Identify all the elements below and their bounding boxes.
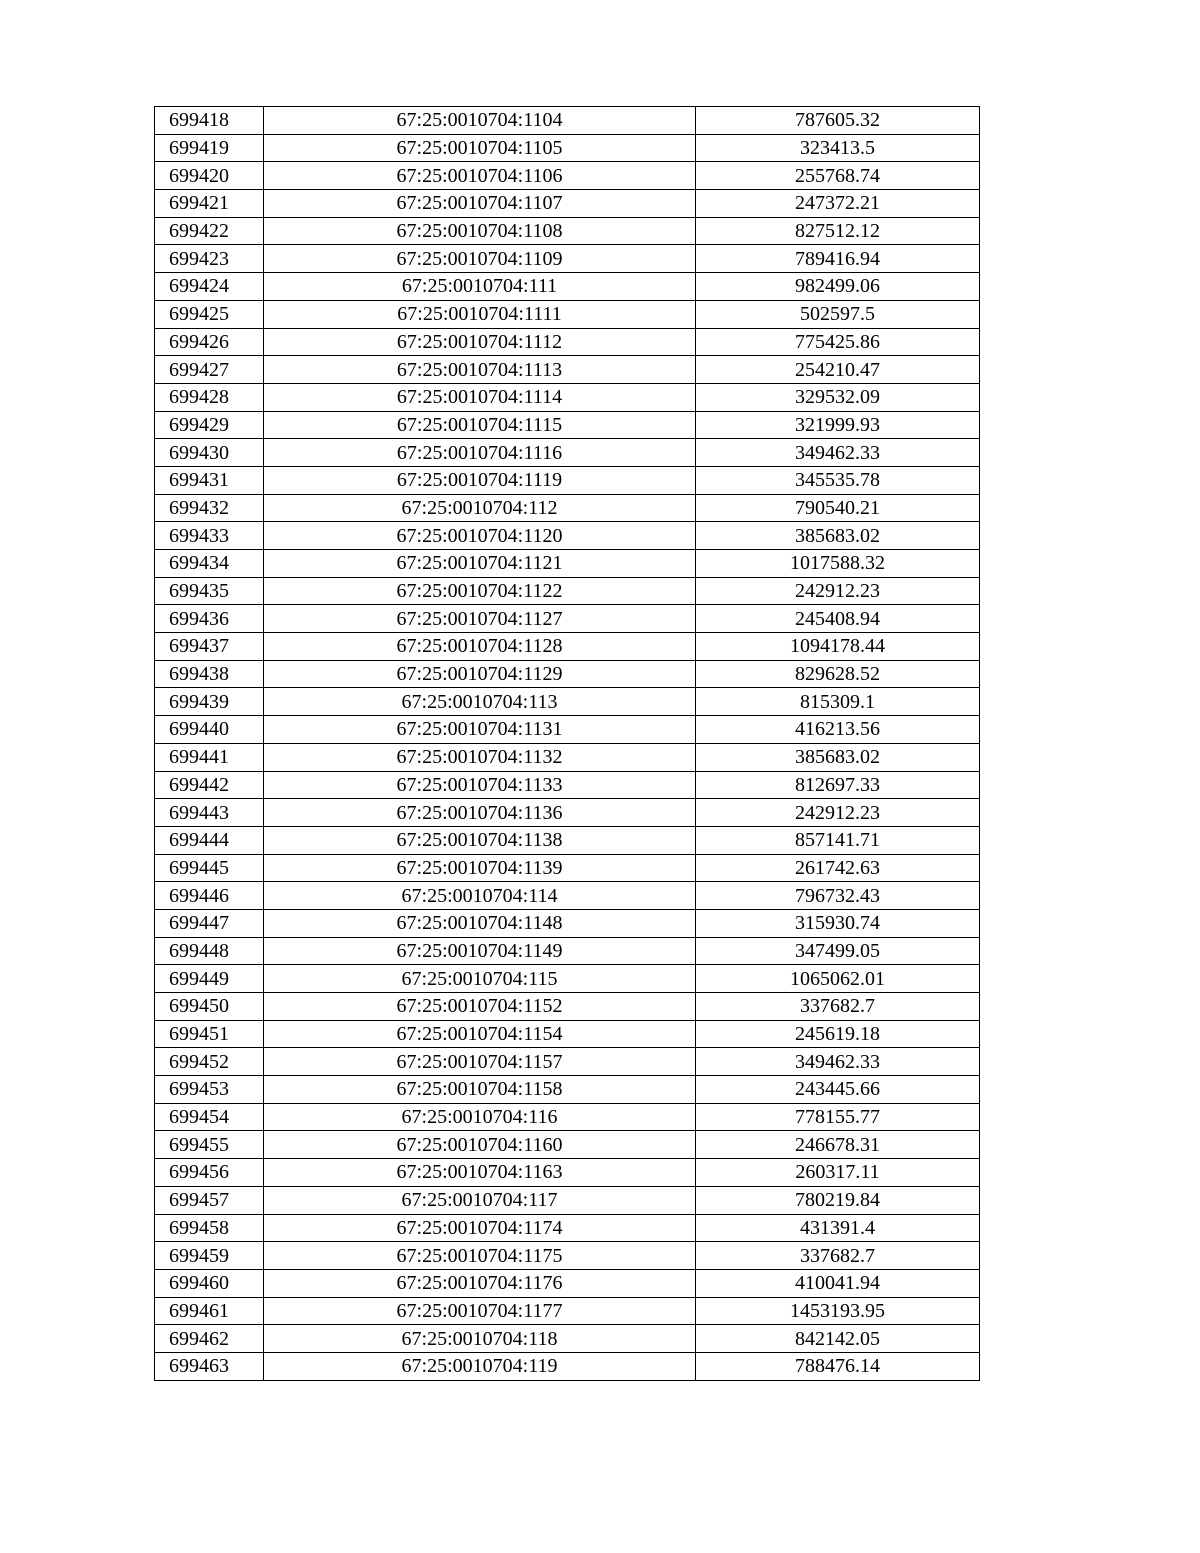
cadastral-number-cell: 67:25:0010704:1128 xyxy=(264,633,696,661)
row-number-cell: 699424 xyxy=(155,273,264,301)
row-number-cell: 699462 xyxy=(155,1325,264,1353)
cadastral-number-cell: 67:25:0010704:118 xyxy=(264,1325,696,1353)
table-row xyxy=(155,1297,980,1325)
row-number-cell: 699451 xyxy=(155,1020,264,1048)
cadastral-number-cell: 67:25:0010704:113 xyxy=(264,688,696,716)
cadastral-number-cell: 67:25:0010704:1175 xyxy=(264,1242,696,1270)
row-number-cell: 699452 xyxy=(155,1048,264,1076)
row-number-cell: 699458 xyxy=(155,1214,264,1242)
cadastral-number-cell: 67:25:0010704:1148 xyxy=(264,909,696,937)
row-number-cell: 699453 xyxy=(155,1076,264,1104)
cadastral-value-cell: 829628.52 xyxy=(696,660,980,688)
row-number-cell: 699461 xyxy=(155,1297,264,1325)
table-row xyxy=(155,245,980,273)
cadastral-value-cell: 321999.93 xyxy=(696,411,980,439)
cadastral-number-cell: 67:25:0010704:1133 xyxy=(264,771,696,799)
cadastral-number-cell: 67:25:0010704:1104 xyxy=(264,107,696,135)
row-number-cell: 699430 xyxy=(155,439,264,467)
table-row xyxy=(155,522,980,550)
row-number-cell: 699459 xyxy=(155,1242,264,1270)
table-row xyxy=(155,743,980,771)
table-row xyxy=(155,550,980,578)
table-body xyxy=(155,107,980,1381)
table-row xyxy=(155,466,980,494)
cadastral-value-cell: 788476.14 xyxy=(696,1352,980,1380)
cadastral-number-cell: 67:25:0010704:1119 xyxy=(264,466,696,494)
row-number-cell: 699448 xyxy=(155,937,264,965)
table-row xyxy=(155,577,980,605)
cadastral-value-cell: 245619.18 xyxy=(696,1020,980,1048)
cadastral-number-cell: 67:25:0010704:1120 xyxy=(264,522,696,550)
row-number-cell: 699434 xyxy=(155,550,264,578)
table-row xyxy=(155,356,980,384)
row-number-cell: 699429 xyxy=(155,411,264,439)
cadastral-number-cell: 67:25:0010704:114 xyxy=(264,882,696,910)
table-row xyxy=(155,1186,980,1214)
cadastral-number-cell: 67:25:0010704:1121 xyxy=(264,550,696,578)
row-number-cell: 699428 xyxy=(155,383,264,411)
table-row xyxy=(155,300,980,328)
table-row xyxy=(155,660,980,688)
table-row xyxy=(155,1352,980,1380)
table-row xyxy=(155,799,980,827)
cadastral-number-cell: 67:25:0010704:1129 xyxy=(264,660,696,688)
row-number-cell: 699447 xyxy=(155,909,264,937)
cadastral-number-cell: 67:25:0010704:111 xyxy=(264,273,696,301)
row-number-cell: 699423 xyxy=(155,245,264,273)
row-number-cell: 699421 xyxy=(155,190,264,218)
cadastral-value-cell: 789416.94 xyxy=(696,245,980,273)
table-row xyxy=(155,633,980,661)
cadastral-value-cell: 502597.5 xyxy=(696,300,980,328)
row-number-cell: 699431 xyxy=(155,466,264,494)
table-row xyxy=(155,134,980,162)
cadastral-number-cell: 67:25:0010704:1174 xyxy=(264,1214,696,1242)
table-row xyxy=(155,217,980,245)
cadastral-value-cell: 431391.4 xyxy=(696,1214,980,1242)
row-number-cell: 699420 xyxy=(155,162,264,190)
cadastral-value-cell: 775425.86 xyxy=(696,328,980,356)
table-row xyxy=(155,107,980,135)
cadastral-number-cell: 67:25:0010704:1154 xyxy=(264,1020,696,1048)
row-number-cell: 699426 xyxy=(155,328,264,356)
row-number-cell: 699436 xyxy=(155,605,264,633)
cadastral-number-cell: 67:25:0010704:1116 xyxy=(264,439,696,467)
cadastral-value-cell: 243445.66 xyxy=(696,1076,980,1104)
row-number-cell: 699439 xyxy=(155,688,264,716)
cadastral-value-cell: 796732.43 xyxy=(696,882,980,910)
table-row xyxy=(155,993,980,1021)
cadastral-number-cell: 67:25:0010704:1127 xyxy=(264,605,696,633)
cadastral-value-cell: 1017588.32 xyxy=(696,550,980,578)
row-number-cell: 699422 xyxy=(155,217,264,245)
cadastral-number-cell: 67:25:0010704:1152 xyxy=(264,993,696,1021)
table-row xyxy=(155,273,980,301)
row-number-cell: 699442 xyxy=(155,771,264,799)
table-row xyxy=(155,1103,980,1131)
cadastral-number-cell: 67:25:0010704:1111 xyxy=(264,300,696,328)
cadastral-number-cell: 67:25:0010704:1109 xyxy=(264,245,696,273)
cadastral-number-cell: 67:25:0010704:119 xyxy=(264,1352,696,1380)
table-row xyxy=(155,411,980,439)
table-row xyxy=(155,1076,980,1104)
cadastral-number-cell: 67:25:0010704:117 xyxy=(264,1186,696,1214)
row-number-cell: 699445 xyxy=(155,854,264,882)
cadastral-number-cell: 67:25:0010704:1105 xyxy=(264,134,696,162)
cadastral-number-cell: 67:25:0010704:1176 xyxy=(264,1269,696,1297)
cadastral-value-cell: 255768.74 xyxy=(696,162,980,190)
table-row xyxy=(155,1325,980,1353)
table-row xyxy=(155,909,980,937)
table-row xyxy=(155,1020,980,1048)
table-row xyxy=(155,1269,980,1297)
row-number-cell: 699449 xyxy=(155,965,264,993)
cadastral-value-cell: 812697.33 xyxy=(696,771,980,799)
table-row xyxy=(155,383,980,411)
cadastral-value-cell: 787605.32 xyxy=(696,107,980,135)
row-number-cell: 699441 xyxy=(155,743,264,771)
table-row xyxy=(155,771,980,799)
cadastral-number-cell: 67:25:0010704:1112 xyxy=(264,328,696,356)
cadastral-number-cell: 67:25:0010704:1132 xyxy=(264,743,696,771)
table-row xyxy=(155,882,980,910)
cadastral-value-cell: 1094178.44 xyxy=(696,633,980,661)
row-number-cell: 699443 xyxy=(155,799,264,827)
cadastral-number-cell: 67:25:0010704:1160 xyxy=(264,1131,696,1159)
table-row xyxy=(155,605,980,633)
cadastral-value-cell: 323413.5 xyxy=(696,134,980,162)
cadastral-value-cell: 349462.33 xyxy=(696,1048,980,1076)
table-row xyxy=(155,826,980,854)
cadastral-value-cell: 349462.33 xyxy=(696,439,980,467)
cadastral-number-cell: 67:25:0010704:1122 xyxy=(264,577,696,605)
cadastral-value-cell: 261742.63 xyxy=(696,854,980,882)
cadastral-value-cell: 815309.1 xyxy=(696,688,980,716)
cadastral-number-cell: 67:25:0010704:1158 xyxy=(264,1076,696,1104)
table-row xyxy=(155,494,980,522)
cadastral-number-cell: 67:25:0010704:1138 xyxy=(264,826,696,854)
row-number-cell: 699460 xyxy=(155,1269,264,1297)
row-number-cell: 699438 xyxy=(155,660,264,688)
row-number-cell: 699455 xyxy=(155,1131,264,1159)
cadastral-value-cell: 337682.7 xyxy=(696,1242,980,1270)
cadastral-number-cell: 67:25:0010704:1108 xyxy=(264,217,696,245)
table-row xyxy=(155,688,980,716)
cadastral-value-cell: 337682.7 xyxy=(696,993,980,1021)
cadastral-value-cell: 410041.94 xyxy=(696,1269,980,1297)
cadastral-number-cell: 67:25:0010704:1149 xyxy=(264,937,696,965)
cadastral-value-cell: 247372.21 xyxy=(696,190,980,218)
cadastral-number-cell: 67:25:0010704:115 xyxy=(264,965,696,993)
table-row xyxy=(155,1242,980,1270)
cadastral-value-cell: 1453193.95 xyxy=(696,1297,980,1325)
row-number-cell: 699440 xyxy=(155,716,264,744)
cadastral-value-cell: 329532.09 xyxy=(696,383,980,411)
cadastral-number-cell: 67:25:0010704:1115 xyxy=(264,411,696,439)
cadastral-number-cell: 67:25:0010704:1136 xyxy=(264,799,696,827)
cadastral-value-cell: 842142.05 xyxy=(696,1325,980,1353)
cadastral-value-cell: 790540.21 xyxy=(696,494,980,522)
cadastral-value-cell: 260317.11 xyxy=(696,1159,980,1187)
row-number-cell: 699432 xyxy=(155,494,264,522)
row-number-cell: 699427 xyxy=(155,356,264,384)
cadastral-value-cell: 385683.02 xyxy=(696,743,980,771)
table-row xyxy=(155,162,980,190)
cadastral-value-cell: 242912.23 xyxy=(696,577,980,605)
cadastral-number-cell: 67:25:0010704:116 xyxy=(264,1103,696,1131)
row-number-cell: 699437 xyxy=(155,633,264,661)
cadastral-value-cell: 827512.12 xyxy=(696,217,980,245)
row-number-cell: 699457 xyxy=(155,1186,264,1214)
row-number-cell: 699419 xyxy=(155,134,264,162)
cadastral-value-cell: 245408.94 xyxy=(696,605,980,633)
row-number-cell: 699456 xyxy=(155,1159,264,1187)
cadastral-number-cell: 67:25:0010704:1139 xyxy=(264,854,696,882)
cadastral-number-cell: 67:25:0010704:1177 xyxy=(264,1297,696,1325)
table-row xyxy=(155,716,980,744)
cadastral-value-cell: 416213.56 xyxy=(696,716,980,744)
cadastral-value-cell: 242912.23 xyxy=(696,799,980,827)
row-number-cell: 699433 xyxy=(155,522,264,550)
cadastral-value-cell: 347499.05 xyxy=(696,937,980,965)
cadastral-number-cell: 67:25:0010704:1131 xyxy=(264,716,696,744)
table-row xyxy=(155,190,980,218)
cadastral-number-cell: 67:25:0010704:1157 xyxy=(264,1048,696,1076)
cadastral-value-cell: 778155.77 xyxy=(696,1103,980,1131)
row-number-cell: 699418 xyxy=(155,107,264,135)
table-row xyxy=(155,965,980,993)
cadastral-value-table xyxy=(154,106,980,1381)
row-number-cell: 699454 xyxy=(155,1103,264,1131)
cadastral-number-cell: 67:25:0010704:1113 xyxy=(264,356,696,384)
table-row xyxy=(155,937,980,965)
cadastral-number-cell: 67:25:0010704:1106 xyxy=(264,162,696,190)
table-row xyxy=(155,439,980,467)
row-number-cell: 699463 xyxy=(155,1352,264,1380)
cadastral-value-cell: 246678.31 xyxy=(696,1131,980,1159)
cadastral-value-cell: 982499.06 xyxy=(696,273,980,301)
table-row xyxy=(155,328,980,356)
cadastral-value-cell: 254210.47 xyxy=(696,356,980,384)
row-number-cell: 699446 xyxy=(155,882,264,910)
row-number-cell: 699444 xyxy=(155,826,264,854)
cadastral-value-cell: 857141.71 xyxy=(696,826,980,854)
row-number-cell: 699435 xyxy=(155,577,264,605)
cadastral-value-cell: 315930.74 xyxy=(696,909,980,937)
cadastral-number-cell: 67:25:0010704:1114 xyxy=(264,383,696,411)
table-row xyxy=(155,854,980,882)
table-row xyxy=(155,1214,980,1242)
row-number-cell: 699425 xyxy=(155,300,264,328)
row-number-cell: 699450 xyxy=(155,993,264,1021)
cadastral-value-cell: 345535.78 xyxy=(696,466,980,494)
cadastral-number-cell: 67:25:0010704:1163 xyxy=(264,1159,696,1187)
cadastral-value-cell: 385683.02 xyxy=(696,522,980,550)
cadastral-value-cell: 780219.84 xyxy=(696,1186,980,1214)
table-row xyxy=(155,1048,980,1076)
table-row xyxy=(155,1131,980,1159)
cadastral-number-cell: 67:25:0010704:1107 xyxy=(264,190,696,218)
cadastral-number-cell: 67:25:0010704:112 xyxy=(264,494,696,522)
cadastral-value-cell: 1065062.01 xyxy=(696,965,980,993)
table-row xyxy=(155,1159,980,1187)
